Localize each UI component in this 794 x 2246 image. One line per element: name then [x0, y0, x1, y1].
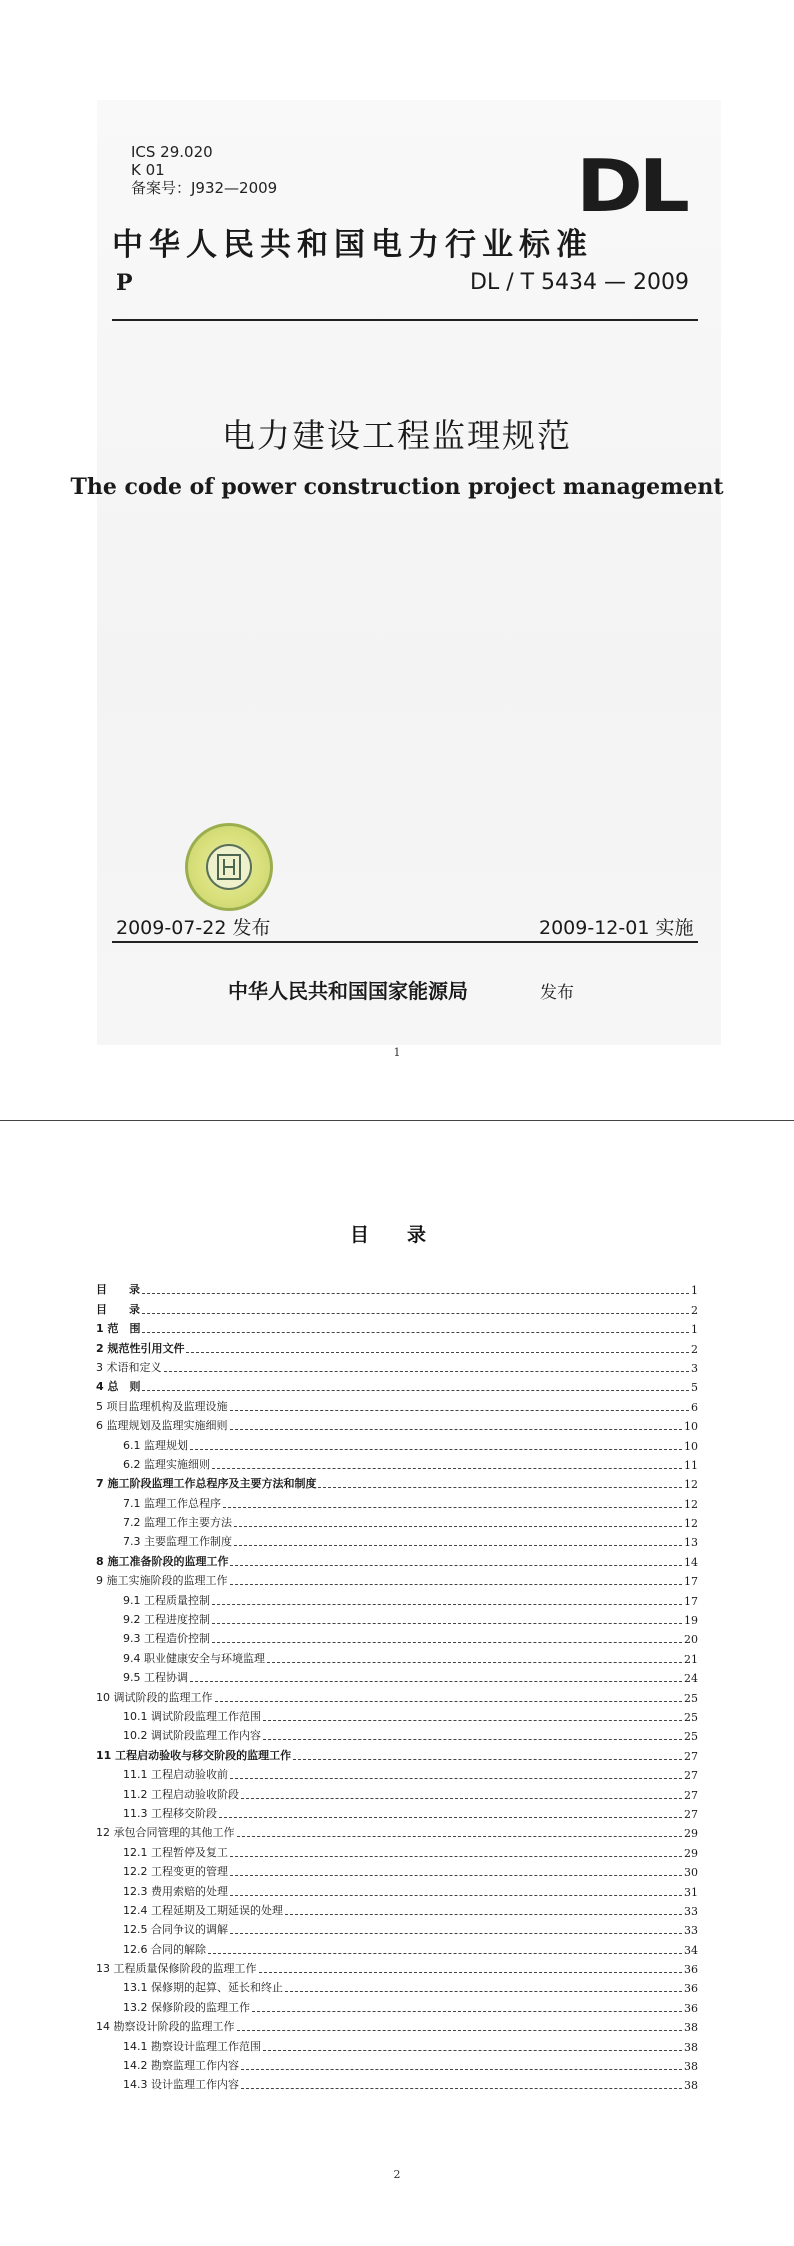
toc-entry[interactable] [96, 1336, 698, 1355]
toc-entry[interactable] [96, 1588, 698, 1607]
toc-entry-label: 14.2 勘察监理工作内容 [123, 2059, 239, 2073]
table-of-contents [96, 1278, 698, 2092]
toc-entry[interactable] [96, 2073, 698, 2092]
toc-entry[interactable] [96, 1356, 698, 1375]
toc-entry-page: 11 [684, 1458, 698, 1472]
toc-leader-dots [142, 1390, 689, 1391]
standard-number: DL / T 5434 — 2009 [470, 270, 689, 295]
toc-entry[interactable] [96, 1375, 698, 1394]
toc-entry-label: 12.2 工程变更的管理 [123, 1865, 228, 1879]
toc-leader-dots [190, 1681, 682, 1682]
issuing-authority: 中华人民共和国国家能源局 [228, 979, 468, 1003]
toc-entry-label: 9.5 工程协调 [123, 1671, 188, 1685]
toc-entry-label: 目 录 [96, 1302, 140, 1316]
toc-leader-dots [142, 1313, 689, 1314]
toc-entry-label: 12.1 工程暂停及复工 [123, 1845, 228, 1859]
toc-entry[interactable] [96, 1685, 698, 1704]
toc-entry-page: 12 [684, 1517, 698, 1531]
toc-entry-label: 9.3 工程造价控制 [123, 1632, 210, 1646]
ics-code: ICS 29.020 [131, 143, 213, 161]
toc-entry-label: 11.1 工程启动验收前 [123, 1768, 228, 1782]
toc-leader-dots [142, 1332, 689, 1333]
toc-entry-label: 1 范 围 [96, 1322, 141, 1336]
toc-leader-dots [241, 1798, 682, 1799]
toc-entry-label: 12 承包合同管理的其他工作 [96, 1826, 235, 1840]
toc-entry[interactable] [96, 1549, 698, 1568]
toc-entry-page: 30 [684, 1866, 698, 1880]
toc-entry[interactable] [96, 1763, 698, 1782]
toc-entry[interactable] [96, 1976, 698, 1995]
toc-leader-dots [230, 1429, 683, 1430]
toc-entry-page: 27 [684, 1788, 698, 1802]
toc-entry-page: 10 [684, 1439, 698, 1453]
toc-leader-dots [263, 1720, 682, 1721]
toc-entry-page: 1 [691, 1323, 698, 1337]
toc-leader-dots [212, 1468, 682, 1469]
dl-logo: DL [576, 144, 686, 228]
toc-entry[interactable] [96, 1782, 698, 1801]
toc-entry-label: 目 录 [96, 1283, 140, 1297]
header-divider [112, 319, 698, 321]
toc-leader-dots [241, 2088, 682, 2089]
toc-entry-page: 2 [691, 1342, 698, 1356]
toc-entry[interactable] [96, 1414, 698, 1433]
toc-leader-dots [241, 2069, 682, 2070]
toc-entry-label: 13.2 保修阶段的监理工作 [123, 2000, 250, 2014]
toc-entry-page: 12 [684, 1478, 698, 1492]
toc-entry-page: 17 [684, 1594, 698, 1608]
toc-entry-page: 38 [684, 2079, 698, 2093]
toc-leader-dots [285, 1991, 682, 1992]
toc-entry-page: 29 [684, 1827, 698, 1841]
toc-entry-label: 14.1 勘察设计监理工作范围 [123, 2039, 261, 2053]
toc-entry-label: 6 监理规划及监理实施细则 [96, 1419, 228, 1433]
toc-entry-page: 36 [684, 1963, 698, 1977]
toc-entry-label: 11 工程启动验收与移交阶段的监理工作 [96, 1748, 292, 1762]
implement-date: 2009-12-01 实施 [539, 917, 694, 939]
toc-leader-dots [263, 1739, 682, 1740]
toc-entry[interactable] [96, 1608, 698, 1627]
cover-classification-codes [131, 143, 277, 197]
toc-leader-dots [230, 1565, 682, 1566]
seal-emblem-icon [206, 844, 252, 890]
toc-entry-label: 13.1 保修期的起算、延长和终止 [123, 1981, 283, 1995]
toc-entry-label: 10.1 调试阶段监理工作范围 [123, 1709, 261, 1723]
toc-entry-page: 33 [684, 1924, 698, 1938]
toc-entry-page: 13 [684, 1536, 698, 1550]
toc-entry-label: 10.2 调试阶段监理工作内容 [123, 1729, 261, 1743]
toc-entry-page: 29 [684, 1846, 698, 1860]
toc-entry-page: 20 [684, 1633, 698, 1647]
toc-leader-dots [230, 1778, 682, 1779]
toc-entry[interactable] [96, 1278, 698, 1297]
toc-leader-dots [208, 1953, 682, 1954]
toc-leader-dots [285, 1914, 682, 1915]
toc-entry-label: 9 施工实施阶段的监理工作 [96, 1574, 228, 1588]
toc-entry-label: 7.2 监理工作主要方法 [123, 1516, 232, 1530]
toc-leader-dots [237, 1836, 683, 1837]
toc-entry[interactable] [96, 1627, 698, 1646]
toc-entry-page: 10 [684, 1420, 698, 1434]
toc-entry[interactable] [96, 1646, 698, 1665]
toc-leader-dots [215, 1701, 683, 1702]
date-divider [112, 941, 698, 943]
toc-entry-label: 12.5 合同争议的调解 [123, 1923, 228, 1937]
page-number-1: 1 [393, 1046, 401, 1059]
toc-leader-dots [212, 1623, 682, 1624]
toc-entry[interactable] [96, 2034, 698, 2053]
toc-entry[interactable] [96, 1705, 698, 1724]
toc-entry[interactable] [96, 1879, 698, 1898]
toc-entry-page: 1 [691, 1284, 698, 1298]
toc-entry-label: 14.3 设计监理工作内容 [123, 2078, 239, 2092]
toc-leader-dots [230, 1856, 682, 1857]
standard-series-title: 中华人民共和国电力行业标准 [112, 227, 593, 263]
toc-leader-dots [267, 1662, 682, 1663]
toc-entry[interactable] [96, 1394, 698, 1413]
toc-entry-page: 25 [684, 1691, 698, 1705]
toc-entry-page: 6 [691, 1400, 698, 1414]
toc-entry[interactable] [96, 1453, 698, 1472]
toc-entry[interactable] [96, 2015, 698, 2034]
toc-entry-page: 24 [684, 1672, 698, 1686]
toc-entry[interactable] [96, 1433, 698, 1452]
toc-entry[interactable] [96, 1899, 698, 1918]
toc-entry-label: 12.3 费用索赔的处理 [123, 1884, 228, 1898]
publish-date: 2009-07-22 发布 [116, 917, 271, 939]
document-title-cn: 电力建设工程监理规范 [222, 416, 572, 455]
toc-leader-dots [219, 1817, 682, 1818]
toc-entry[interactable] [96, 1491, 698, 1510]
page-number-2: 2 [393, 2168, 401, 2181]
seal-pattern-icon [208, 846, 250, 888]
toc-entry[interactable] [96, 1511, 698, 1530]
toc-entry[interactable] [96, 1995, 698, 2014]
toc-entry-page: 27 [684, 1749, 698, 1763]
toc-entry-page: 33 [684, 1904, 698, 1918]
toc-entry[interactable] [96, 2054, 698, 2073]
toc-leader-dots [223, 1507, 682, 1508]
toc-entry-label: 12.4 工程延期及工期延误的处理 [123, 1903, 283, 1917]
toc-entry-label: 5 项目监理机构及监理设施 [96, 1399, 228, 1413]
toc-entry-page: 27 [684, 1807, 698, 1821]
toc-entry[interactable] [96, 1743, 698, 1762]
toc-entry[interactable] [96, 1472, 698, 1491]
toc-leader-dots [230, 1584, 683, 1585]
toc-leader-dots [259, 1972, 683, 1973]
toc-entry-label: 9.2 工程进度控制 [123, 1613, 210, 1627]
toc-entry-page: 17 [684, 1575, 698, 1589]
toc-entry-label: 9.4 职业健康安全与环境监理 [123, 1651, 265, 1665]
toc-leader-dots [252, 2011, 682, 2012]
toc-leader-dots [142, 1293, 689, 1294]
publisher-seal-icon [185, 823, 273, 911]
issue-label: 发布 [540, 983, 574, 1003]
toc-entry[interactable] [96, 1724, 698, 1743]
toc-heading: 目录 [350, 1224, 465, 1246]
toc-leader-dots [186, 1352, 689, 1353]
toc-leader-dots [234, 1526, 682, 1527]
toc-entry[interactable] [96, 1530, 698, 1549]
toc-entry[interactable] [96, 1860, 698, 1879]
toc-entry[interactable] [96, 1840, 698, 1859]
toc-entry-page: 21 [684, 1652, 698, 1666]
toc-entry-page: 25 [684, 1730, 698, 1744]
toc-entry[interactable] [96, 1937, 698, 1956]
toc-leader-dots [293, 1759, 682, 1760]
toc-entry[interactable] [96, 1802, 698, 1821]
toc-entry-page: 38 [684, 2060, 698, 2074]
toc-entry-page: 25 [684, 1710, 698, 1724]
toc-entry-page: 19 [684, 1614, 698, 1628]
toc-leader-dots [230, 1933, 682, 1934]
toc-entry-page: 34 [684, 1943, 698, 1957]
toc-entry-label: 12.6 合同的解除 [123, 1942, 206, 1956]
ccs-code: K 01 [131, 161, 165, 179]
toc-entry[interactable] [96, 1666, 698, 1685]
toc-entry-page: 36 [684, 1982, 698, 1996]
toc-entry-label: 9.1 工程质量控制 [123, 1593, 210, 1607]
toc-entry-page: 27 [684, 1769, 698, 1783]
toc-entry[interactable] [96, 1569, 698, 1588]
toc-entry-label: 8 施工准备阶段的监理工作 [96, 1554, 229, 1568]
toc-entry-page: 5 [691, 1381, 698, 1395]
toc-entry[interactable] [96, 1317, 698, 1336]
toc-entry-label: 3 术语和定义 [96, 1360, 162, 1374]
toc-entry[interactable] [96, 1957, 698, 1976]
toc-entry-label: 4 总 则 [96, 1380, 141, 1394]
toc-entry-label: 7.1 监理工作总程序 [123, 1496, 221, 1510]
toc-entry[interactable] [96, 1297, 698, 1316]
toc-leader-dots [318, 1487, 682, 1488]
toc-entry-label: 11.2 工程启动验收阶段 [123, 1787, 239, 1801]
record-number: 备案号：J932—2009 [131, 179, 278, 197]
toc-leader-dots [230, 1410, 690, 1411]
toc-entry[interactable] [96, 1821, 698, 1840]
toc-leader-dots [212, 1642, 682, 1643]
toc-entry-page: 31 [684, 1885, 698, 1899]
toc-leader-dots [230, 1895, 682, 1896]
toc-entry-label: 13 工程质量保修阶段的监理工作 [96, 1962, 257, 1976]
toc-leader-dots [190, 1449, 682, 1450]
toc-leader-dots [164, 1371, 690, 1372]
toc-entry-page: 2 [691, 1303, 698, 1317]
classification-letter: P [116, 270, 133, 296]
toc-entry-label: 11.3 工程移交阶段 [123, 1806, 217, 1820]
toc-entry-page: 38 [684, 2021, 698, 2035]
toc-leader-dots [212, 1604, 682, 1605]
toc-leader-dots [234, 1545, 682, 1546]
toc-entry-label: 7.3 主要监理工作制度 [123, 1535, 232, 1549]
toc-leader-dots [230, 1875, 682, 1876]
toc-entry-page: 3 [691, 1361, 698, 1375]
toc-leader-dots [263, 2050, 682, 2051]
toc-leader-dots [237, 2030, 683, 2031]
toc-entry-page: 12 [684, 1497, 698, 1511]
toc-entry-page: 38 [684, 2040, 698, 2054]
toc-entry-page: 36 [684, 2001, 698, 2015]
toc-entry-page: 14 [684, 1555, 698, 1569]
page-separator [0, 1120, 794, 1121]
document-title-en: The code of power construction project management [70, 474, 724, 500]
toc-entry-label: 10 调试阶段的监理工作 [96, 1690, 213, 1704]
toc-entry-label: 14 勘察设计阶段的监理工作 [96, 2020, 235, 2034]
toc-entry[interactable] [96, 1918, 698, 1937]
toc-entry-label: 6.2 监理实施细则 [123, 1457, 210, 1471]
toc-entry-label: 2 规范性引用文件 [96, 1341, 185, 1355]
toc-entry-label: 6.1 监理规划 [123, 1438, 188, 1452]
toc-entry-label: 7 施工阶段监理工作总程序及主要方法和制度 [96, 1477, 317, 1491]
